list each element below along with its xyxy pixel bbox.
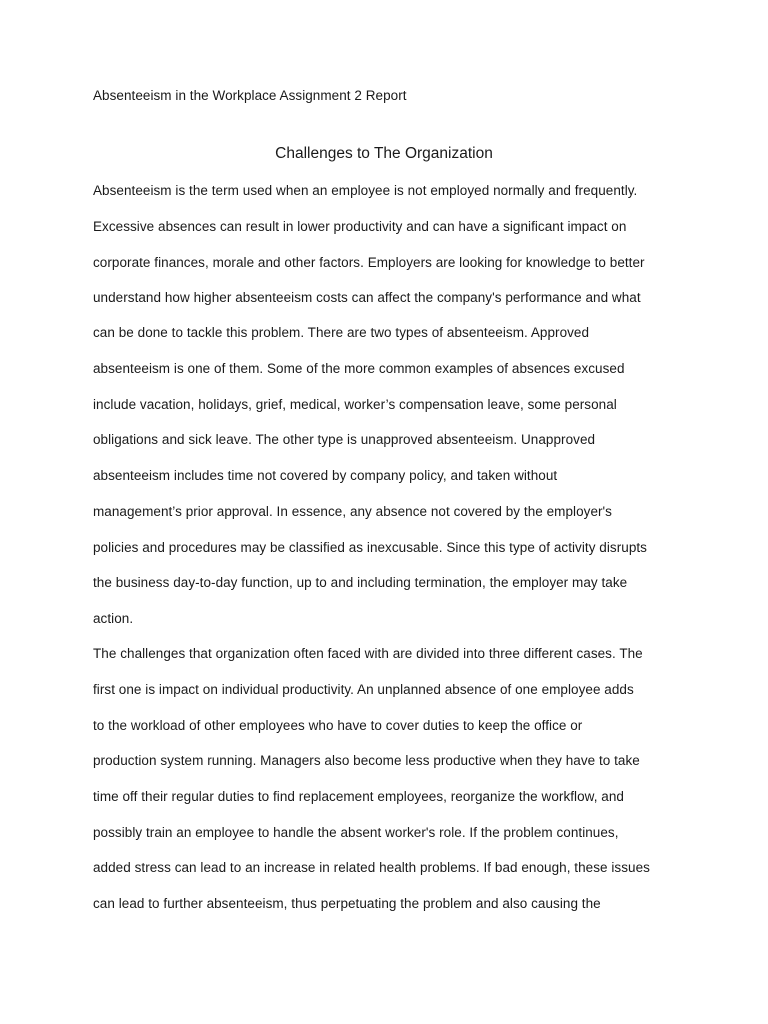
body-line: first one is impact on individual productivity. An unplanned absence of one employee adds [93,682,634,697]
body-line: corporate finances, morale and other factors. Employers are looking for knowledge to better [93,255,645,270]
body-line: obligations and sick leave. The other type is unapproved absenteeism. Unapproved [93,432,596,447]
body-line: production system running. Managers also become less productive when they have to take [93,753,640,768]
body-line: policies and procedures may be classified as inexcusable. Since this type of activity disrupts [93,540,647,555]
body-line: Excessive absences can result in lower productivity and can have a significant impact on [93,219,627,234]
body-line: action. [93,611,134,626]
document-header: Absenteeism in the Workplace Assignment 2 Report [93,88,407,103]
body-line: can lead to further absenteeism, thus perpetuating the problem and also causing the [93,896,601,911]
body-line: can be done to tackle this problem. There are two types of absenteeism. Approved [93,325,590,340]
body-line: possibly train an employee to handle the absent worker's role. If the problem continues, [93,825,619,840]
body-line: absenteeism is one of them. Some of the more common examples of absences excused [93,361,625,376]
body-line: understand how higher absenteeism costs can affect the company's performance and what [93,290,641,305]
body-line: added stress can lead to an increase in related health problems. If bad enough, these issues [93,860,650,875]
body-line: Absenteeism is the term used when an employee is not employed normally and frequently. [93,183,638,198]
section-title: Challenges to The Organization [275,145,493,162]
body-line: time off their regular duties to find replacement employees, reorganize the workflow, and [93,789,624,804]
body-line: include vacation, holidays, grief, medical, worker’s compensation leave, some personal [93,397,617,412]
body-line: to the workload of other employees who have to cover duties to keep the office or [93,718,583,733]
body-line: the business day-to-day function, up to and including termination, the employer may take [93,575,628,590]
body-line: absenteeism includes time not covered by company policy, and taken without [93,468,558,483]
body-line: The challenges that organization often faced with are divided into three different cases. The [93,646,643,661]
body-line: management’s prior approval. In essence, any absence not covered by the employer's [93,504,612,519]
